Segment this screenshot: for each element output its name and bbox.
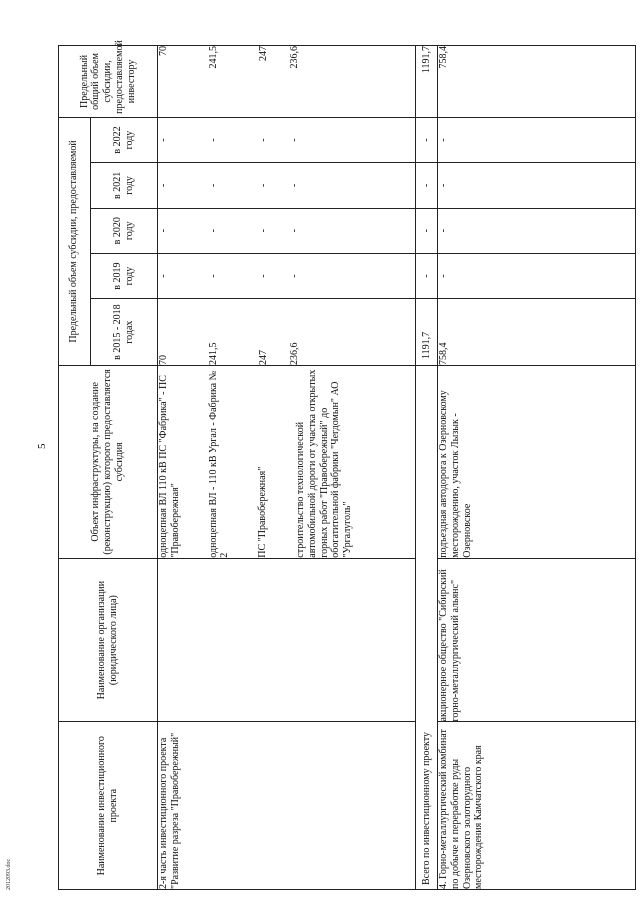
organization-cell — [158, 558, 416, 722]
value: - — [438, 274, 449, 278]
project-name: 2-я часть инвестиционного проекта "Развитие разреза "Правобережный" — [158, 732, 181, 889]
subtotal-label: Всего по инвестиционному проекту — [416, 366, 438, 890]
value: - — [158, 183, 169, 188]
subtotal-row — [416, 46, 438, 890]
value: - — [208, 229, 219, 233]
value: 758,4 — [438, 46, 449, 69]
value-cell-2015-2018 — [158, 299, 416, 366]
header-subsidy-group: Предельный объем субсидии, предоставляемой — [59, 117, 91, 365]
facility-item: ПС "Правобережная" — [257, 466, 269, 558]
value: - — [208, 183, 219, 188]
subtotal-value-2019: - — [416, 253, 438, 298]
project-name-cell — [158, 722, 416, 890]
value-cell-2022 — [158, 117, 416, 162]
header-year-2022: в 2022 году — [90, 117, 157, 162]
value: 241,5 — [208, 46, 219, 69]
value: - — [289, 229, 300, 233]
subsidy-table — [58, 40, 636, 890]
value-cell-total — [158, 46, 416, 118]
header-year-2020: в 2020 году — [90, 208, 157, 253]
organization-cell — [438, 558, 636, 722]
value: - — [158, 274, 169, 278]
value: - — [438, 183, 449, 188]
value-cell-2020 — [158, 208, 416, 253]
value: 241,5 — [208, 342, 219, 365]
facility-item: подъездная автодорога к Озерновскому месторождению, участок Лызык - Озерновское — [438, 390, 473, 558]
value: - — [158, 138, 169, 142]
project-name-cell — [438, 722, 636, 890]
subtotal-value-total: 1191,7 — [416, 46, 438, 118]
value: 236,6 — [289, 46, 300, 69]
header-year-2015-2018: в 2015 - 2018 годах — [90, 299, 157, 366]
value: - — [289, 274, 300, 278]
value: - — [258, 138, 269, 142]
facility-item: одноцепная ВЛ - 110 кВ Ургал - Фабрика № 2 — [207, 370, 231, 558]
subtotal-value-2015-2018: 1191,7 — [416, 299, 438, 366]
page-number: 5 — [36, 443, 48, 449]
value: 758,4 — [438, 342, 449, 365]
value-cell-2020 — [438, 208, 636, 253]
value: - — [258, 183, 269, 188]
value: - — [158, 229, 169, 233]
value-cell-2022 — [438, 117, 636, 162]
facility-item: строительство технологической автомобильной дороги от участка открытых горных работ "Правобережный" до обогатительной фабрики "Чегдомын" АО "Ургалуголь" — [294, 369, 354, 558]
organization-name: акционерное общество "Сибирский горно-металлургический альянс" — [438, 569, 461, 722]
value: - — [289, 138, 300, 142]
subtotal-value-2022: - — [416, 117, 438, 162]
value: 236,6 — [289, 342, 300, 365]
value: 247 — [258, 350, 269, 365]
header-year-2019: в 2019 году — [90, 253, 157, 298]
document-id: 2012093.doc — [6, 858, 12, 890]
rotated-table-container — [58, 40, 635, 890]
value-cell-2019 — [438, 253, 636, 298]
value: - — [258, 274, 269, 278]
value: - — [208, 274, 219, 278]
value: 247 — [258, 46, 269, 61]
header-total: Предельный общий объем субсидии, предоставляемой инвестору — [59, 46, 158, 118]
value-cell-2021 — [438, 163, 636, 208]
value-cell-2015-2018 — [438, 299, 636, 366]
value-cell-total — [438, 46, 636, 118]
value: - — [438, 229, 449, 233]
table-row — [158, 46, 416, 890]
value: - — [258, 229, 269, 233]
value-cell-2019 — [158, 253, 416, 298]
value-cell-2021 — [158, 163, 416, 208]
value: - — [208, 138, 219, 142]
header-year-2021: в 2021 году — [90, 163, 157, 208]
header-facility: Объект инфраструктуры, на создание (реконструкцию) которого предоставляется субсидия — [59, 366, 158, 559]
facility-item: одноцепная ВЛ 110 кВ ПС "Фабрика" - ПС "Правобережная" — [158, 375, 181, 558]
value: - — [438, 138, 449, 142]
header-project-name: Наименование инвестиционного проекта — [59, 722, 158, 890]
subtotal-value-2020: - — [416, 208, 438, 253]
value: 70 — [158, 355, 169, 365]
facility-cell — [438, 366, 636, 559]
header-organization: Наименование организации (юридического лица) — [59, 558, 158, 722]
table-row — [438, 46, 636, 890]
project-name: 4. Горно-металлургический комбинат по добыче и переработке руды Озерновского золоторудного месторождения Камчатского края — [438, 729, 485, 889]
value: 70 — [158, 46, 169, 56]
subtotal-value-2021: - — [416, 163, 438, 208]
value: - — [289, 183, 300, 188]
facility-cell — [158, 366, 416, 559]
